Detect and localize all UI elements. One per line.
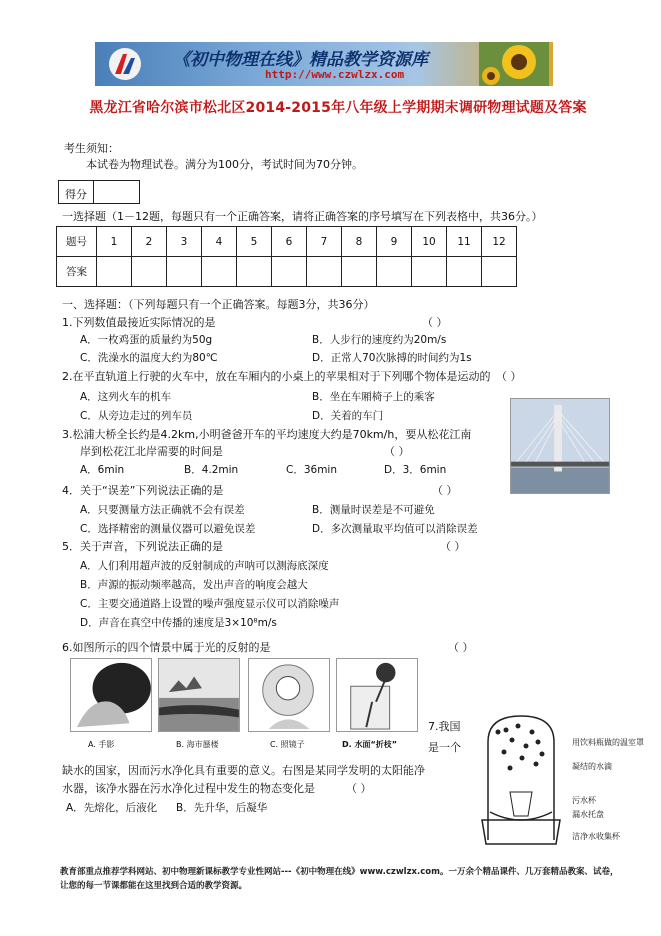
question-1-stem: 1.下列数值最接近实际情况的是 [62,316,216,329]
question-7-stem-a: 7.我国 [428,720,461,733]
question-2-option-d: D．关着的车门 [312,410,384,422]
question-3-option-b: B．4.2min [184,464,239,476]
figure-b-caption: B. 海市蜃楼 [176,740,219,749]
question-7-stem-d: 水器，该净水器在污水净化过程中发生的物态变化是 [62,782,315,795]
mirage-picture [158,658,240,732]
question-number-cell: 1 [97,227,132,257]
answer-cell[interactable] [412,257,447,287]
answer-cell[interactable] [482,257,517,287]
question-1-option-c: C．洗澡水的温度大约为80℃ [80,352,218,364]
question-4-option-d: D．多次测量取平均值可以消除误差 [312,523,478,535]
notice-body: 本试卷为物理试卷。满分为100分，考试时间为70分钟。 [86,158,363,171]
answer-cell[interactable] [132,257,167,287]
question-7-stem-b: 是一个 [428,741,461,754]
question-4-stem: 4．关于“误差”下列说法正确的是 [62,484,224,497]
answer-cell[interactable] [167,257,202,287]
question-5-option-b: B．声源的振动频率越高，发出声音的响度会越大 [80,579,308,591]
question-3-option-d: D．3．6min [384,464,447,476]
diagram-label-droplets: 凝结的水滴 [572,762,612,771]
question-number-cell: 2 [132,227,167,257]
question-number-cell: 7 [307,227,342,257]
question-5-option-c: C．主要交通道路上设置的噪声强度显示仪可以消除噪声 [80,598,340,610]
answer-cell[interactable] [202,257,237,287]
question-number-cell: 11 [447,227,482,257]
question-5-option-d: D．声音在真空中传播的速度是3×10⁸m/s [80,617,277,629]
question-7-blank: （ ） [346,782,372,795]
answer-cell[interactable] [97,257,132,287]
sunflower-icon [479,42,549,86]
score-box [58,180,140,204]
section-heading: 一、选择题：（下列每题只有一个正确答案。每题3分，共36分） [62,298,375,311]
question-4-option-a: A．只要测量方法正确就不会有误差 [80,504,245,516]
question-5-option-a: A．人们利用超声波的反射制成的声呐可以测海底深度 [80,560,329,572]
question-3-stem-cont: 岸到松花江北岸需要的时间是 [80,445,223,458]
figure-c-caption: C. 照镜子 [270,740,305,749]
answer-cell[interactable] [307,257,342,287]
answer-table-row-answers [57,257,517,287]
diagram-label-cover: 用饮料瓶做的温室罩 [572,738,644,747]
question-4-option-c: C．选择精密的测量仪器可以避免误差 [80,523,256,535]
question-4-blank: （ ） [432,484,458,497]
diagram-label-dirty-cup: 污水杯 [572,796,596,805]
diagram-label-clean-cup: 洁净水收集杯 [572,832,620,841]
site-logo-icon [107,46,143,82]
question-1-blank: （ ） [422,316,448,329]
question-1-option-b: B．人步行的速度约为20m/s [312,334,447,346]
banner-url[interactable]: http://www.czwlzx.com [265,68,405,81]
question-7-stem-c: 缺水的国家，因而污水净化具有重要的意义。右图是某同学发明的太阳能净 [62,764,425,777]
question-number-cell: 8 [342,227,377,257]
question-3-option-a: A．6min [80,464,125,476]
question-3-stem: 3.松浦大桥全长约是4.2km,小明爸爸开车的平均速度大约是70km/h，要从松花江南 [62,428,472,441]
question-7-option-a: A．先熔化，后液化 [66,802,158,814]
question-2-blank: （ ） [496,370,522,383]
document-title: 黑龙江省哈尔滨市松北区2014-2015年八年级上学期期末调研物理试题及答案 [89,100,587,116]
question-number-cell: 9 [377,227,412,257]
answer-table-row-numbers [57,227,517,257]
score-divider [93,181,94,203]
question-1-option-a: A．一枚鸡蛋的质量约为50g [80,334,213,346]
figure-d-caption: D. 水面“折枝” [342,740,397,749]
question-5-blank: （ ） [440,540,466,553]
answer-table [56,226,517,287]
question-1-option-d: D．正常人70次脉搏的时间约为1s [312,352,472,364]
answer-table-row-label: 题号 [57,227,97,257]
section-intro: 一选择题（1－12题，每题只有一个正确答案，请将正确答案的序号填写在下列表格中，共36分。） [62,210,543,223]
bridge-photo [510,398,610,494]
question-number-cell: 4 [202,227,237,257]
bent-stem-picture [336,658,418,732]
answer-cell[interactable] [272,257,307,287]
question-2-stem: 2.在平直轨道上行驶的火车中，放在车厢内的小桌上的苹果相对于下列哪个物体是运动的 [62,370,491,383]
question-number-cell: 5 [237,227,272,257]
figure-a-caption: A. 手影 [88,740,115,749]
question-5-stem: 5．关于声音，下列说法正确的是 [62,540,223,553]
site-banner [95,42,553,86]
question-2-option-c: C．从旁边走过的列车员 [80,410,193,422]
question-7-option-b: B．先升华，后凝华 [176,802,268,814]
answer-cell[interactable] [237,257,272,287]
question-number-cell: 10 [412,227,447,257]
question-4-option-b: B．测量时误差是不可避免 [312,504,435,516]
question-number-cell: 6 [272,227,307,257]
question-6-blank: （ ） [448,641,474,654]
question-3-blank: （ ） [384,445,410,458]
question-6-stem: 6.如图所示的四个情景中属于光的反射的是 [62,641,271,654]
mirror-picture [248,658,330,732]
notice-heading: 考生须知： [64,142,119,155]
answer-cell[interactable] [377,257,412,287]
score-label: 得分 [65,188,87,201]
diagram-label-tray: 漏水托盘 [572,810,604,819]
question-2-option-b: B．坐在车厢椅子上的乘客 [312,391,435,403]
banner-title: 《初中物理在线》精品教学资源库 [173,50,428,70]
answer-cell[interactable] [342,257,377,287]
solar-purifier-diagram [476,712,566,848]
page-footer: 教育部重点推荐学科网站、初中物理新课标教学专业性网站---《初中物理在线》www.czwlzx.com。一万余个精品课件、几万套精品教案、试卷，让您的每一节课都能在这里找到合适的教学资源。 [60,867,619,891]
answer-cell[interactable] [447,257,482,287]
question-2-option-a: A．这列火车的机车 [80,391,172,403]
question-number-cell: 3 [167,227,202,257]
question-3-option-c: C．36min [286,464,337,476]
hand-shadow-picture [70,658,152,732]
answer-row-label: 答案 [57,257,97,287]
question-number-cell: 12 [482,227,517,257]
